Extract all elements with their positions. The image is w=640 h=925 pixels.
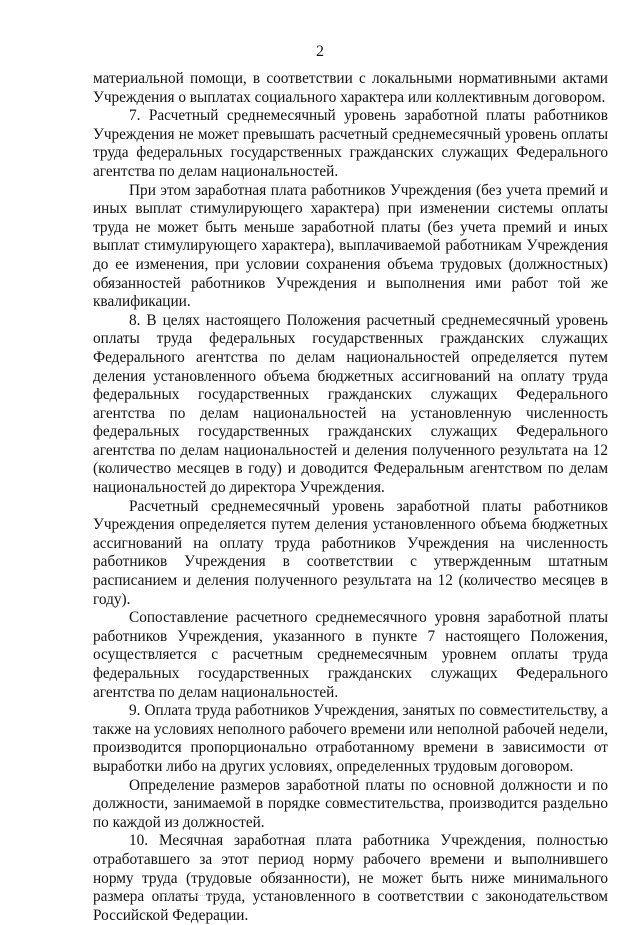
paragraph-clause-8-comparison: Сопоставление расчетного среднемесячного уровня заработной платы работников Учреждения, указанного в пункте 7 настоящего Положения, осуществляется с расчетным среднемесячным уровнем оплаты труда федеральных государственных гражданских служащих Федерального агентства по делам национальностей. <box>93 609 608 701</box>
paragraph-continuation: материальной помощи, в соответствии с локальными нормативными актами Учреждения о выплатах социального характера или коллективным договором. <box>93 70 608 106</box>
paragraph-clause-7: 7. Расчетный среднемесячный уровень заработной платы работников Учреждения не может превышать расчетный среднемесячный уровень оплаты труда федеральных государственных гражданских служащих Федерального агентства по делам национальностей. <box>93 107 608 180</box>
paragraph-clause-9-detail: Определение размеров заработной платы по основной должности и по должности, занимаемой в порядке совместительства, производится раздельно по каждой из должностей. <box>93 776 608 831</box>
paragraph-clause-10: 10. Месячная заработная плата работника Учреждения, полностью отработавшего за этот период норму рабочего времени и выполнившего норму труда (трудовые обязанности), не может быть ниже минимального размера оплаты труда, установленного в соответствии с законодательством Российской Федерации. <box>93 832 608 924</box>
paragraph-clause-7-note: При этом заработная плата работников Учреждения (без учета премий и иных выплат стимулирующего характера) при изменении системы оплаты труда не может быть меньше заработной платы (без учета премий и иных выплат стимулирующего характера), выплачиваемой работникам Учреждения до ее изменения, при условии сохранения объема трудовых (должностных) обязанностей работников Учреждения и выполнения ими работ той же квалификации. <box>93 181 608 311</box>
paragraph-clause-8: 8. В целях настоящего Положения расчетный среднемесячный уровень оплаты труда федеральных государственных гражданских служащих Федерального агентства по делам национальностей определяется путем деления установленного объема бюджетных ассигнований на оплату труда федеральных государственных гражданских служащих Федерального агентства по делам национальностей на установленную численность федеральных государственных гражданских служащих Федерального агентства по делам национальностей и деления полученного результата на 12 (количество месяцев в году) и доводится Федеральным агентством по делам национальностей до директора Учреждения. <box>93 311 608 497</box>
document-body <box>93 70 608 925</box>
paragraph-clause-8-calculation: Расчетный среднемесячный уровень заработной платы работников Учреждения определяется путем деления установленного объема бюджетных ассигнований на оплату труда работников Учреждения на численность работников Учреждения в соответствии с утвержденным штатным расписанием и деления полученного результата на 12 (количество месяцев в году). <box>93 497 608 608</box>
scan-artifact <box>165 895 225 898</box>
page-number: 2 <box>316 43 324 60</box>
paragraph-clause-9: 9. Оплата труда работников Учреждения, занятых по совместительству, а также на условиях неполного рабочего времени или неполной рабочей недели, производится пропорционально отработанному времени в зависимости от выработки либо на других условиях, определенных трудовым договором. <box>93 702 608 775</box>
